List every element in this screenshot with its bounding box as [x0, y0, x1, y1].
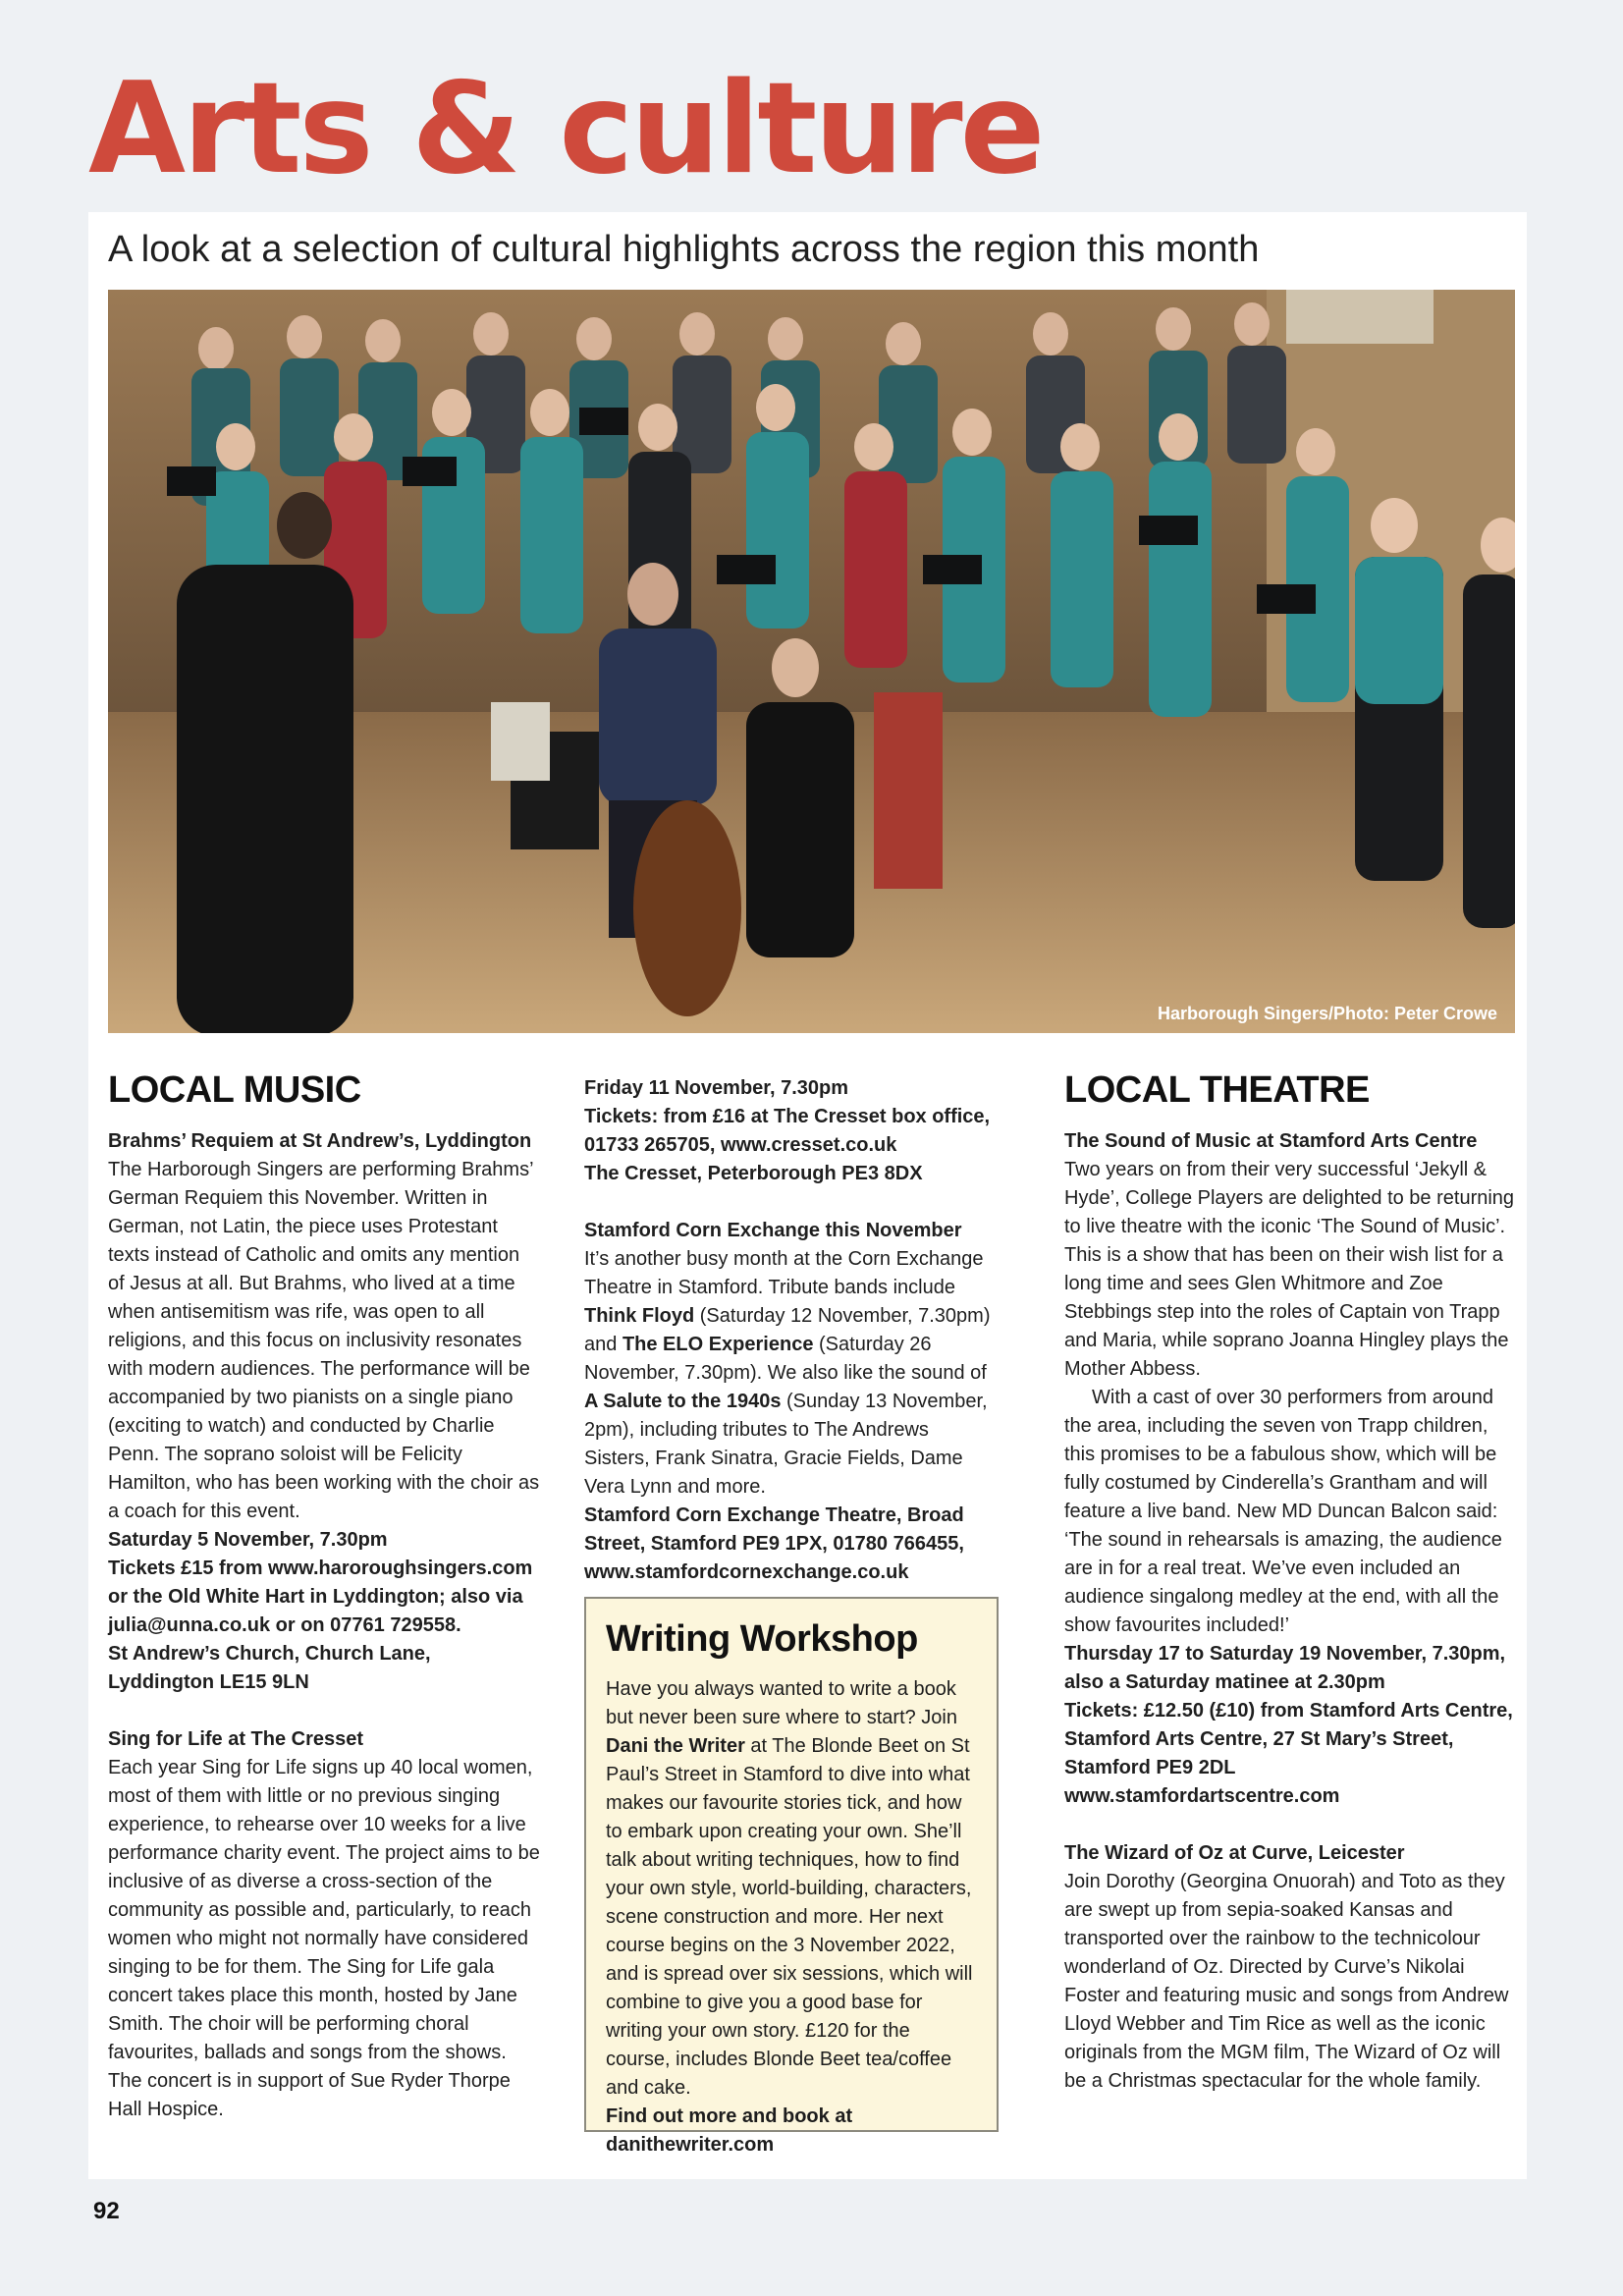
corn-exchange-body: It’s another busy month at the Corn Exchange Theatre in Stamford. Tribute bands include Think Floyd (Saturday 12 November, 7.30pm) and The ELO Experience (Saturday 26 November, 7.30pm). We also like the sound of A Salute to the 1940s (Sunday 13 November, 2pm), including tributes to The Andrews Sisters, Frank Sinatra, Gracie Fields, Dame Vera Lynn and more.: [584, 1248, 991, 1498]
sound-of-music-body-1: Two years on from their very successful ‘Jekyll & Hyde’, College Players are delighted to be returning to live theatre with the iconic ‘The Sound of Music’. This is a show that has been on their wish list for a long time and sees Glen Whitmore and Zoe Stebbings step into the roles of Captain von Trapp and Maria, while soprano Joanna Hingley plays the Mother Abbess.: [1064, 1159, 1515, 1380]
sound-of-music-tickets: Tickets: £12.50 (£10) from Stamford Arts Centre, Stamford Arts Centre, 27 St Mary’s Street, Stamford PE9 2DL: [1064, 1700, 1513, 1778]
sing-for-life-venue: The Cresset, Peterborough PE3 8DX: [584, 1163, 923, 1184]
local-music-heading: LOCAL MUSIC: [108, 1069, 361, 1111]
sound-of-music-website[interactable]: www.stamfordartscentre.com: [1064, 1785, 1340, 1807]
act-think-floyd: Think Floyd: [584, 1305, 695, 1327]
brahms-title: Brahms’ Requiem at St Andrew’s, Lyddington: [108, 1130, 532, 1152]
local-theatre-heading: LOCAL THEATRE: [1064, 1069, 1370, 1111]
sing-for-life-date: Friday 11 November, 7.30pm: [584, 1077, 849, 1099]
writing-workshop-title: Writing Workshop: [606, 1618, 918, 1660]
brahms-body: The Harborough Singers are performing Brahms’ German Requiem this November. Written in German, not Latin, the piece uses Protestant texts instead of Catholic and omits any mention of Jesus at all. But Brahms, who lived at a time when antisemitism was rife, was open to all religions, and this focus on inclusivity resonates with modern audiences. The performance will be accompanied by two pianists on a single piano (exciting to watch) and conducted by Charlie Penn. The soprano soloist will be Felicity Hamilton, who has been working with the choir as a coach for this event.: [108, 1159, 540, 1522]
dani-the-writer: Dani the Writer: [606, 1735, 745, 1757]
local-music-column: [108, 1066, 540, 2124]
page-subtitle: A look at a selection of cultural highlights across the region this month: [108, 229, 1260, 270]
act-elo-experience: The ELO Experience: [622, 1334, 814, 1355]
page-title: Arts & culture: [88, 56, 1043, 202]
brahms-date: Saturday 5 November, 7.30pm: [108, 1529, 388, 1551]
article-panel: [88, 212, 1527, 2179]
sound-of-music-title: The Sound of Music at Stamford Arts Centre: [1064, 1130, 1478, 1152]
sound-of-music-date: Thursday 17 to Saturday 19 November, 7.30pm, also a Saturday matinee at 2.30pm: [1064, 1643, 1506, 1693]
writing-workshop-body: Have you always wanted to write a book but never been sure where to start? Join Dani the Writer at The Blonde Beet on St Paul’s Street in Stamford to dive into what makes our favourite stories tick, and how to embark upon creating your own. She’ll talk about writing techniques, how to find your own style, world-building, characters, scene construction and more. Her next course begins on the 3 November 2022, and is spread over six sessions, which will combine to give you a good base for writing your own story. £120 for the course, includes Blonde Beet tea/coffee and cake.: [606, 1678, 973, 2099]
local-theatre-column: [1064, 1066, 1516, 2096]
sing-for-life-title: Sing for Life at The Cresset: [108, 1728, 364, 1750]
page-number: 92: [93, 2198, 120, 2224]
writing-workshop-link[interactable]: Find out more and book at danithewriter.com: [606, 2105, 853, 2156]
brahms-venue: St Andrew’s Church, Church Lane, Lyddington LE15 9LN: [108, 1643, 431, 1693]
choir-photo-illustration: [108, 290, 1515, 1033]
wizard-of-oz-title: The Wizard of Oz at Curve, Leicester: [1064, 1842, 1405, 1864]
corn-exchange-title: Stamford Corn Exchange this November: [584, 1220, 962, 1241]
brahms-tickets: Tickets £15 from www.haroroughsingers.com or the Old White Hart in Lyddington; also via julia@unna.co.uk or on 07761 729558.: [108, 1558, 533, 1636]
photo-caption: Harborough Singers/Photo: Peter Crowe: [1157, 1004, 1497, 1023]
middle-column: [584, 1074, 999, 1587]
corn-exchange-venue: Stamford Corn Exchange Theatre, Broad Street, Stamford PE9 1PX, 01780 766455, www.stamfordcornexchange.co.uk: [584, 1504, 964, 1583]
sing-for-life-tickets: Tickets: from £16 at The Cresset box office, 01733 265705, www.cresset.co.uk: [584, 1106, 991, 1156]
act-salute-1940s: A Salute to the 1940s: [584, 1391, 782, 1412]
writing-workshop-box: [584, 1597, 999, 2156]
wizard-of-oz-body: Join Dorothy (Georgina Onuorah) and Toto as they are swept up from sepia-soaked Kansas and transported over the rainbow to the technicolour wonderland of Oz. Directed by Curve’s Nikolai Foster and featuring music and songs from Andrew Lloyd Webber and Tim Rice as well as the iconic originals from the MGM film, The Wizard of Oz will be a Christmas spectacular for the whole family.: [1064, 1871, 1509, 2092]
sound-of-music-body-2: With a cast of over 30 performers from around the area, including the seven von Trapp children, this promises to be a fabulous show, which will be fully costumed by Cinderella’s Grantham and will feature a live band. New MD Duncan Balcon said: ‘The sound in rehearsals is amazing, the audience are in for a real treat. We’ve even included an audience singalong medley at the end, with all the show favourites included!’: [1064, 1387, 1502, 1636]
sing-for-life-body: Each year Sing for Life signs up 40 local women, most of them with little or no previous singing experience, to rehearse over 10 weeks for a live performance charity event. The project aims to be inclusive of as diverse a cross-section of the community as possible and, particularly, to reach women who might not normally have considered singing to be for them. The Sing for Life gala concert takes place this month, hosted by Jane Smith. The choir will be performing choral favourites, ballads and songs from the shows. The concert is in support of Sue Ryder Thorpe Hall Hospice.: [108, 1757, 540, 2120]
choir-photo: [108, 290, 1515, 1033]
